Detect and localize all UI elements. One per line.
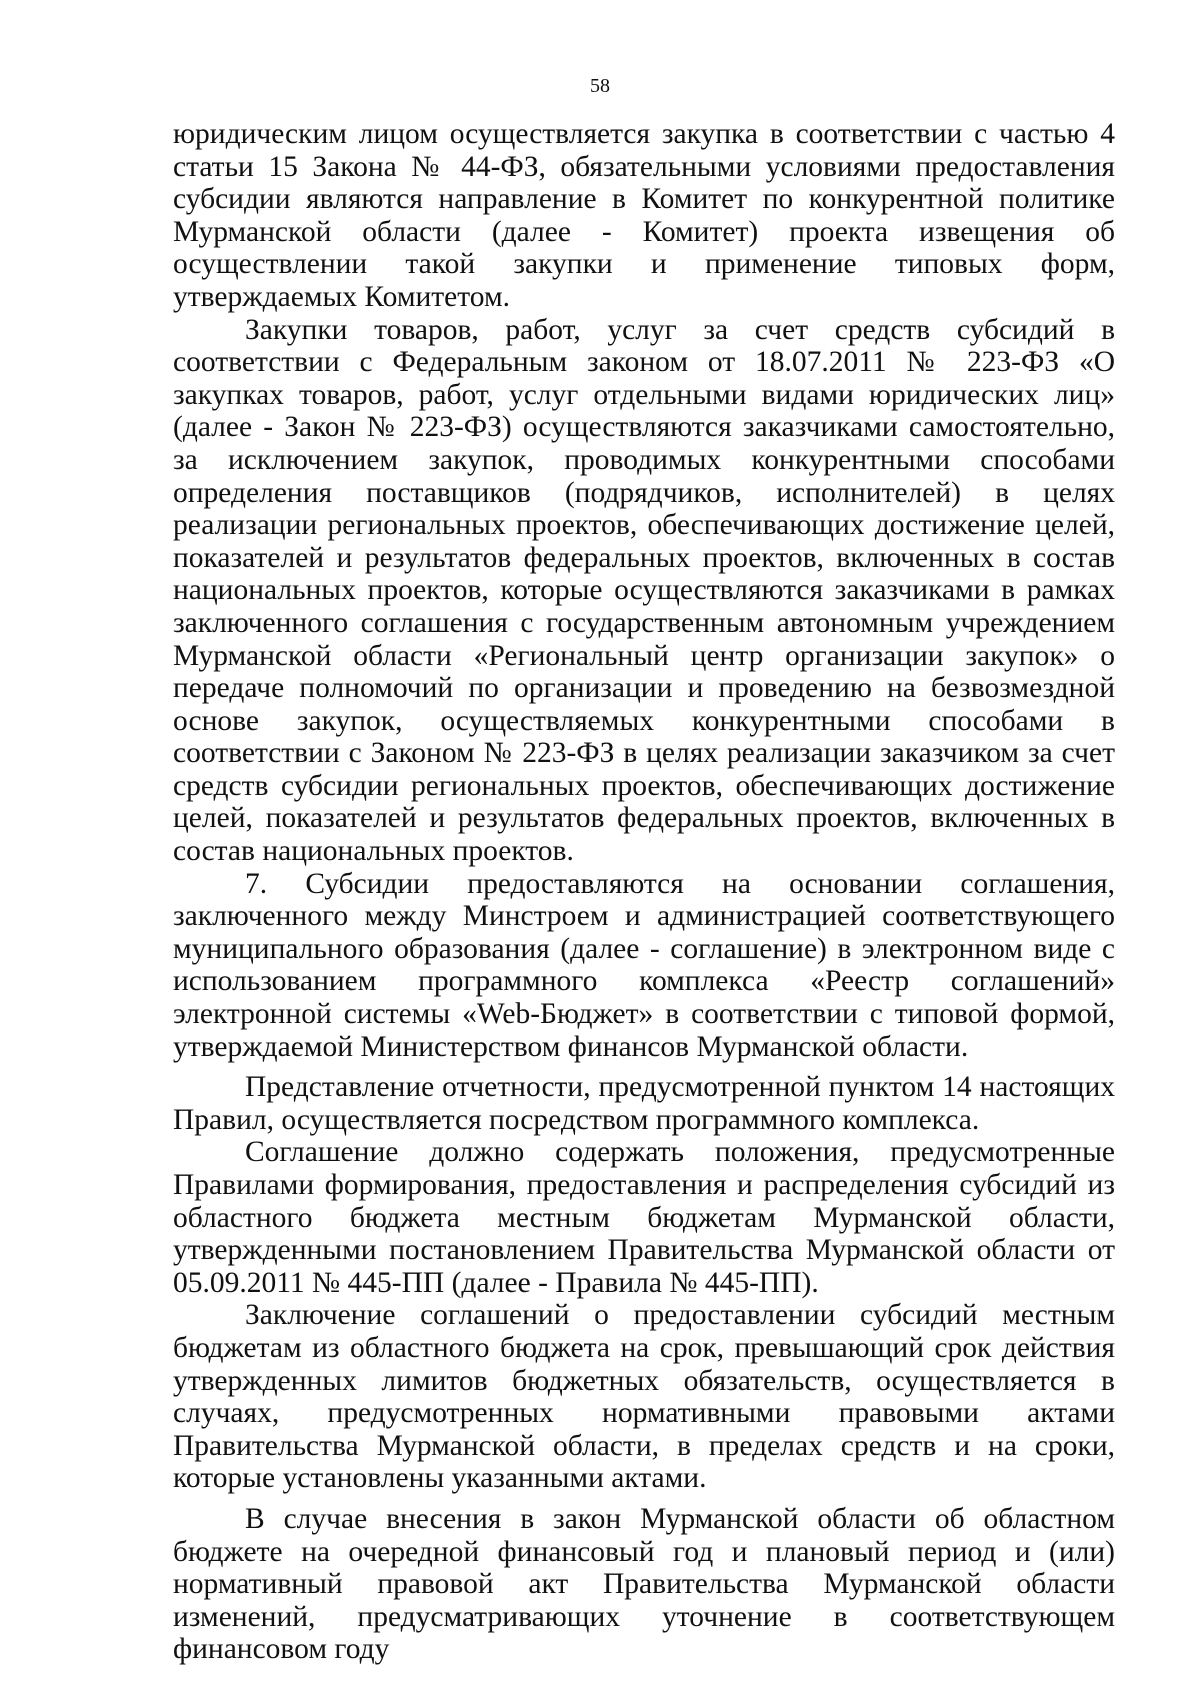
document-body [173, 118, 1115, 1666]
paragraph-item-7: 7. Субсидии предоставляются на основании соглашения, заключенного между Минстроем и администрацией соответствующего муниципального образования (далее - соглашение) в электронном виде с использованием программного комплекса «Реестр соглашений» электронной системы «Web-Бюджет» в соответствии с типовой формой, утверждаемой Министерством финансов Мурманской области. [173, 867, 1115, 1063]
paragraph-procurement-223: Закупки товаров, работ, услуг за счет средств субсидий в соответствии с Федеральным законом от 18.07.2011 № 223-ФЗ «О закупках товаров, работ, услуг отдельными видами юридических лиц» (далее - Закон № 223-ФЗ) осуществляются заказчиками самостоятельно, за исключением закупок, проводимых конкурентными способами определения поставщиков (подрядчиков, исполнителей) в целях реализации региональных проектов, обеспечивающих достижение целей, показателей и результатов федеральных проектов, включенных в состав национальных проектов, которые осуществляются заказчиками в рамках заключенного соглашения с государственным автономным учреждением Мурманской области «Региональный центр организации закупок» о передаче полномочий по организации и проведению на безвозмездной основе закупок, осуществляемых конкурентными способами в соответствии с Законом № 223-ФЗ в целях реализации заказчиком за счет средств субсидии региональных проектов, обеспечивающих достижение целей, показателей и результатов федеральных проектов, включенных в состав национальных проектов. [173, 313, 1115, 868]
paragraph-agreement-term: Заключение соглашений о предоставлении субсидий местным бюджетам из областного бюджета на срок, превышающий срок действия утвержденных лимитов бюджетных обязательств, осуществляется в случаях, предусмотренных нормативными правовыми актами Правительства Мурманской области, в пределах средств и на сроки, которые установлены указанными актами. [173, 1299, 1115, 1495]
paragraph-agreement-contents: Соглашение должно содержать положения, предусмотренные Правилами формирования, предоставления и распределения субсидий из областного бюджета местным бюджетам Мурманской области, утвержденными постановлением Правительства Мурманской области от 05.09.2011 № 445-ПП (далее - Правила № 445-ПП). [173, 1136, 1115, 1299]
paragraph-reporting: Представление отчетности, предусмотренной пунктом 14 настоящих Правил, осуществляется посредством программного комплекса. [173, 1071, 1115, 1136]
paragraph-continuation: юридическим лицом осуществляется закупка в соответствии с частью 4 статьи 15 Закона № 44-ФЗ, обязательными условиями предоставления субсидии являются направление в Комитет по конкурентной политике Мурманской области (далее - Комитет) проекта извещения об осуществлении такой закупки и применение типовых форм, утверждаемых Комитетом. [173, 118, 1115, 313]
paragraph-budget-changes: В случае внесения в закон Мурманской области об областном бюджете на очередной финансовый год и плановый период и (или) нормативный правовой акт Правительства Мурманской области изменений, предусматривающих уточнение в соответствующем финансовом году [173, 1502, 1115, 1666]
page-number: 58 [590, 75, 610, 97]
